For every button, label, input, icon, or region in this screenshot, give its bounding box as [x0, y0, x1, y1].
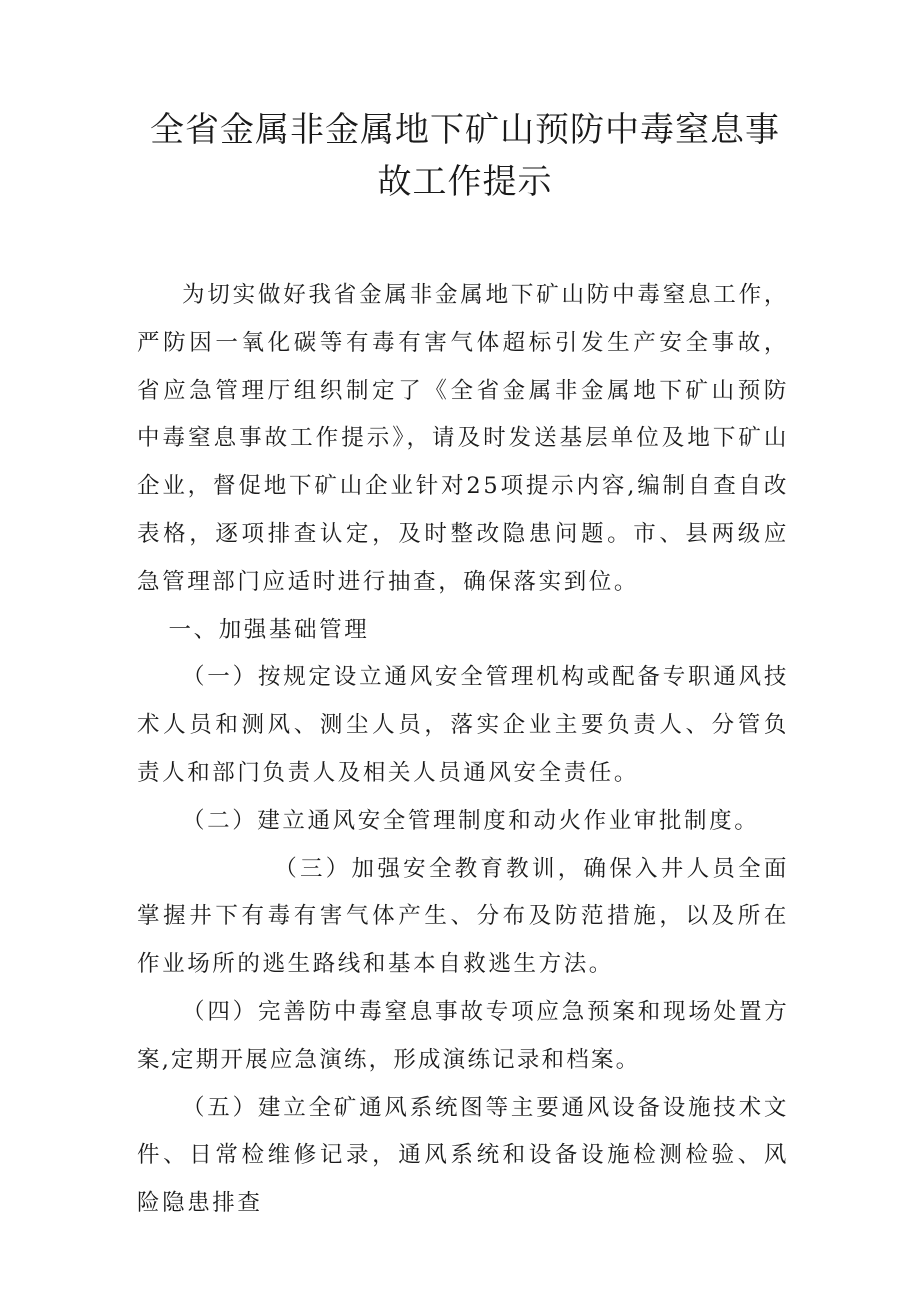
document-title: [120, 104, 810, 208]
item-paragraph-3: （三）加强安全教育教训，确保入井人员全面掌握井下有毒有害气体产生、分布及防范措施，以及所在作业场所的逃生路线和基本自救逃生方法。: [137, 855, 789, 978]
title-line-1: 全省金属非金属地下矿山预防中毒窒息事: [150, 110, 780, 150]
item-paragraph-1: （一）按规定设立通风安全管理机构或配备专职通风技术人员和测风、测尘人员，落实企业主要负责人、分管负责人和部门负责人及相关人员通风安全责任。: [137, 664, 789, 786]
item-paragraph-4: （四）完善防中毒窒息事故专项应急预案和现场处置方案,定期开展应急演练，形成演练记录和档案。: [137, 998, 789, 1073]
item-paragraph-2: （二）建立通风安全管理制度和动火作业审批制度。: [182, 807, 760, 834]
section-heading: 一、加强基础管理: [168, 616, 370, 643]
item-paragraph-5: （五）建立全矿通风系统图等主要通风设备设施技术文件、日常检维修记录，通风系统和设备设施检测检验、风险隐患排查: [137, 1094, 789, 1217]
document-body: [137, 272, 789, 1228]
title-line-2: 故工作提示: [377, 162, 553, 202]
intro-paragraph: 为切实做好我省金属非金属地下矿山防中毒窒息工作，严防因一氧化碳等有毒有害气体超标引发生产安全事故，省应急管理厅组织制定了《全省金属非金属地下矿山预防中毒窒息事故工作提示》，请及时发送基层单位及地下矿山企业，督促地下矿山企业针对25项提示内容,编制自查自改表格，逐项排查认定，及时整改隐患问题。市、县两级应急管理部门应适时进行抽查，确保落实到位。: [137, 282, 789, 595]
